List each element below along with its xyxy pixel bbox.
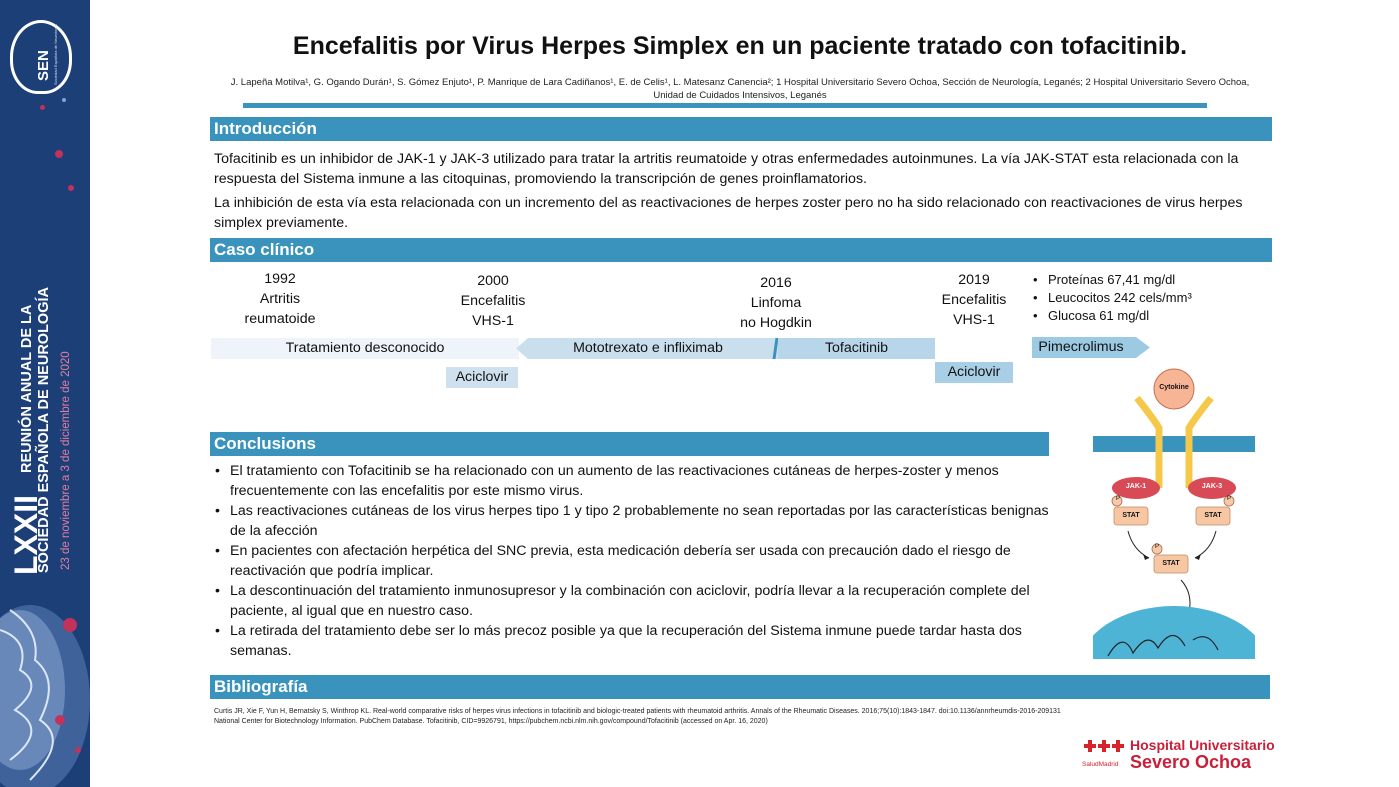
saludmadrid-label: SaludMadrid — [1082, 761, 1119, 768]
title-rule — [243, 103, 1207, 108]
timeline-event-2000 — [428, 271, 558, 331]
hospital-name-line2: Severo Ochoa — [1130, 752, 1252, 772]
sen-logo-subtitle: Sociedad Española de Neurología — [53, 24, 58, 85]
authors-line2: Unidad de Cuidados Intensivos, Leganés — [653, 90, 827, 101]
bibliography-heading: Bibliografía — [210, 675, 1270, 699]
reference-2: National Center for Biotechnology Information. PubChem Database. Tofacitinib, CID=9926791, https://pubchem.ncbi.nlm.nih.gov/compound/Tofacitinib (accessed on Apr. 16, 2020) — [214, 718, 768, 725]
bibliography-refs — [214, 707, 1274, 727]
p-label-left: P — [1115, 496, 1120, 502]
congress-line2: SOCIEDAD ESPAÑOLA DE NEUROLOGÍA — [36, 287, 52, 573]
sen-logo-text: SEN — [35, 50, 52, 81]
comunidad-madrid-logo-icon — [1082, 738, 1126, 762]
intro-heading: Introducción — [210, 117, 1272, 141]
event-line1: Artritis — [259, 291, 301, 307]
stat-label-right: STAT — [1204, 512, 1222, 519]
conclusion-item: • La retirada del tratamiento debe ser lo más precoz posible ya que la recuperación del Sistema inmune puede tardar hasta dos semanas. — [213, 621, 1053, 661]
timeline-event-2016 — [711, 273, 841, 333]
conclusion-item: • El tratamiento con Tofacitinib se ha relacionado con un aumento de las reactivaciones cutáneas de herpes-zoster y menos frecuentemente con las encefalitis por este mismo virus. — [213, 461, 1053, 501]
event-year: 2019 — [958, 272, 990, 288]
poster-title: Encefalitis por Virus Herpes Simplex en un paciente tratado con tofacitinib. — [292, 32, 1188, 60]
lab-item: • Proteínas 67,41 mg/dl — [1032, 271, 1262, 289]
treatment-pimecrolimus: Pimecrolimus — [1038, 339, 1124, 355]
reference-1: Curtis JR, Xie F, Yun H, Bernatsky S, Winthrop KL. Real-world comparative risks of herpes virus infections in tofacitinib and biologic-treated patients with rheumatoid arthritis. Annals of the Rheumatic Diseases. 2016;75(10):1843-1847. doi:10.1136/annrheumdis-2016-209131 — [214, 708, 1061, 715]
aciclovir-2000: Aciclovir — [446, 367, 518, 388]
conclusion-item: • En pacientes con afectación herpética del SNC previa, esta medicación debería ser usada con precaución dado el riesgo de reactivación que podría implicar. — [213, 541, 1053, 581]
event-year: 2000 — [477, 273, 509, 289]
event-line2: VHS-1 — [953, 312, 995, 328]
congress-line1: REUNIÓN ANUAL DE LA — [19, 304, 35, 473]
conclusions-list — [213, 461, 1053, 661]
p-label-right: P — [1226, 496, 1231, 502]
congress-dates: 23 de noviembre a 3 de diciembre de 2020 — [60, 351, 72, 570]
event-year: 2016 — [760, 275, 792, 291]
authors-line1: J. Lapeña Motilva¹, G. Ogando Durán¹, S. Gómez Enjuto¹, P. Manrique de Lara Cadiñanos¹, E. de Celis¹, L. Matesanz Canencia²; 1 Hospital Universitario Severo Ochoa, Sección de Neurología, Leganés; 2 Hospital Universitario Severo Ochoa, — [230, 77, 1250, 88]
p-label-center: P — [1154, 544, 1159, 550]
treatment-unknown: Tratamiento desconocido — [211, 338, 519, 359]
stat-label-left: STAT — [1122, 512, 1140, 519]
aciclovir-2019: Aciclovir — [935, 362, 1013, 383]
timeline-event-1992 — [215, 269, 345, 329]
stat-label-center: STAT — [1162, 560, 1180, 567]
event-year: 1992 — [264, 271, 296, 287]
hospital-name-line1: Hospital Universitario — [1130, 737, 1275, 753]
event-line2: reumatoide — [244, 311, 316, 327]
event-line1: Encefalitis — [460, 293, 526, 309]
intro-paragraph-2: La inhibición de esta vía esta relacionada con un incremento del as reactivaciones de herpes zoster pero no ha sido relacionado con reactivaciones de virus herpes simplex previamente. — [214, 195, 1243, 231]
treatment-tofacitinib: Tofacitinib — [778, 338, 935, 359]
authors — [210, 76, 1270, 102]
event-line2: VHS-1 — [472, 313, 514, 329]
event-line1: Encefalitis — [941, 292, 1007, 308]
cytokine-label: Cytokine — [1159, 384, 1189, 391]
conclusions-heading: Conclusions — [210, 432, 1049, 456]
conclusion-item: • La descontinuación del tratamiento inmunosupresor y la combinación con aciclovir, podría llevar a la recuperación complete del paciente, al igual que en nuestro caso. — [213, 581, 1053, 621]
csf-lab-results — [1032, 271, 1262, 325]
lab-item: • Glucosa 61 mg/dl — [1032, 307, 1262, 325]
case-heading: Caso clínico — [210, 238, 1272, 262]
treatment-mtx-infliximab: Mototrexato e infliximab — [573, 340, 723, 356]
brain-illustration — [0, 590, 90, 787]
event-line2: no Hogdkin — [740, 315, 812, 331]
lab-item: • Leucocitos 242 cels/mm³ — [1032, 289, 1262, 307]
jak3-label: JAK-3 — [1201, 483, 1223, 490]
congress-banner — [0, 0, 90, 787]
timeline-event-2019 — [909, 270, 1039, 330]
intro-paragraph-1: Tofacitinib es un inhibidor de JAK-1 y JAK-3 utilizado para tratar la artritis reumatoide y otras enfermedades autoinmunes. La vía JAK-STAT esta relacionada con la respuesta del Sistema inmune a las citoquinas, promoviendo la transcripción de genes proinflamatorios. — [214, 151, 1239, 187]
congress-number: LXXII — [8, 494, 44, 575]
jak1-label: JAK-1 — [1125, 483, 1147, 490]
conclusion-item: • Las reactivaciones cutáneas de los virus herpes tipo 1 y tipo 2 probablemente no sean reportadas por las características benignas de la afección — [213, 501, 1053, 541]
sen-logo — [10, 20, 72, 94]
event-line1: Linfoma — [750, 295, 802, 311]
